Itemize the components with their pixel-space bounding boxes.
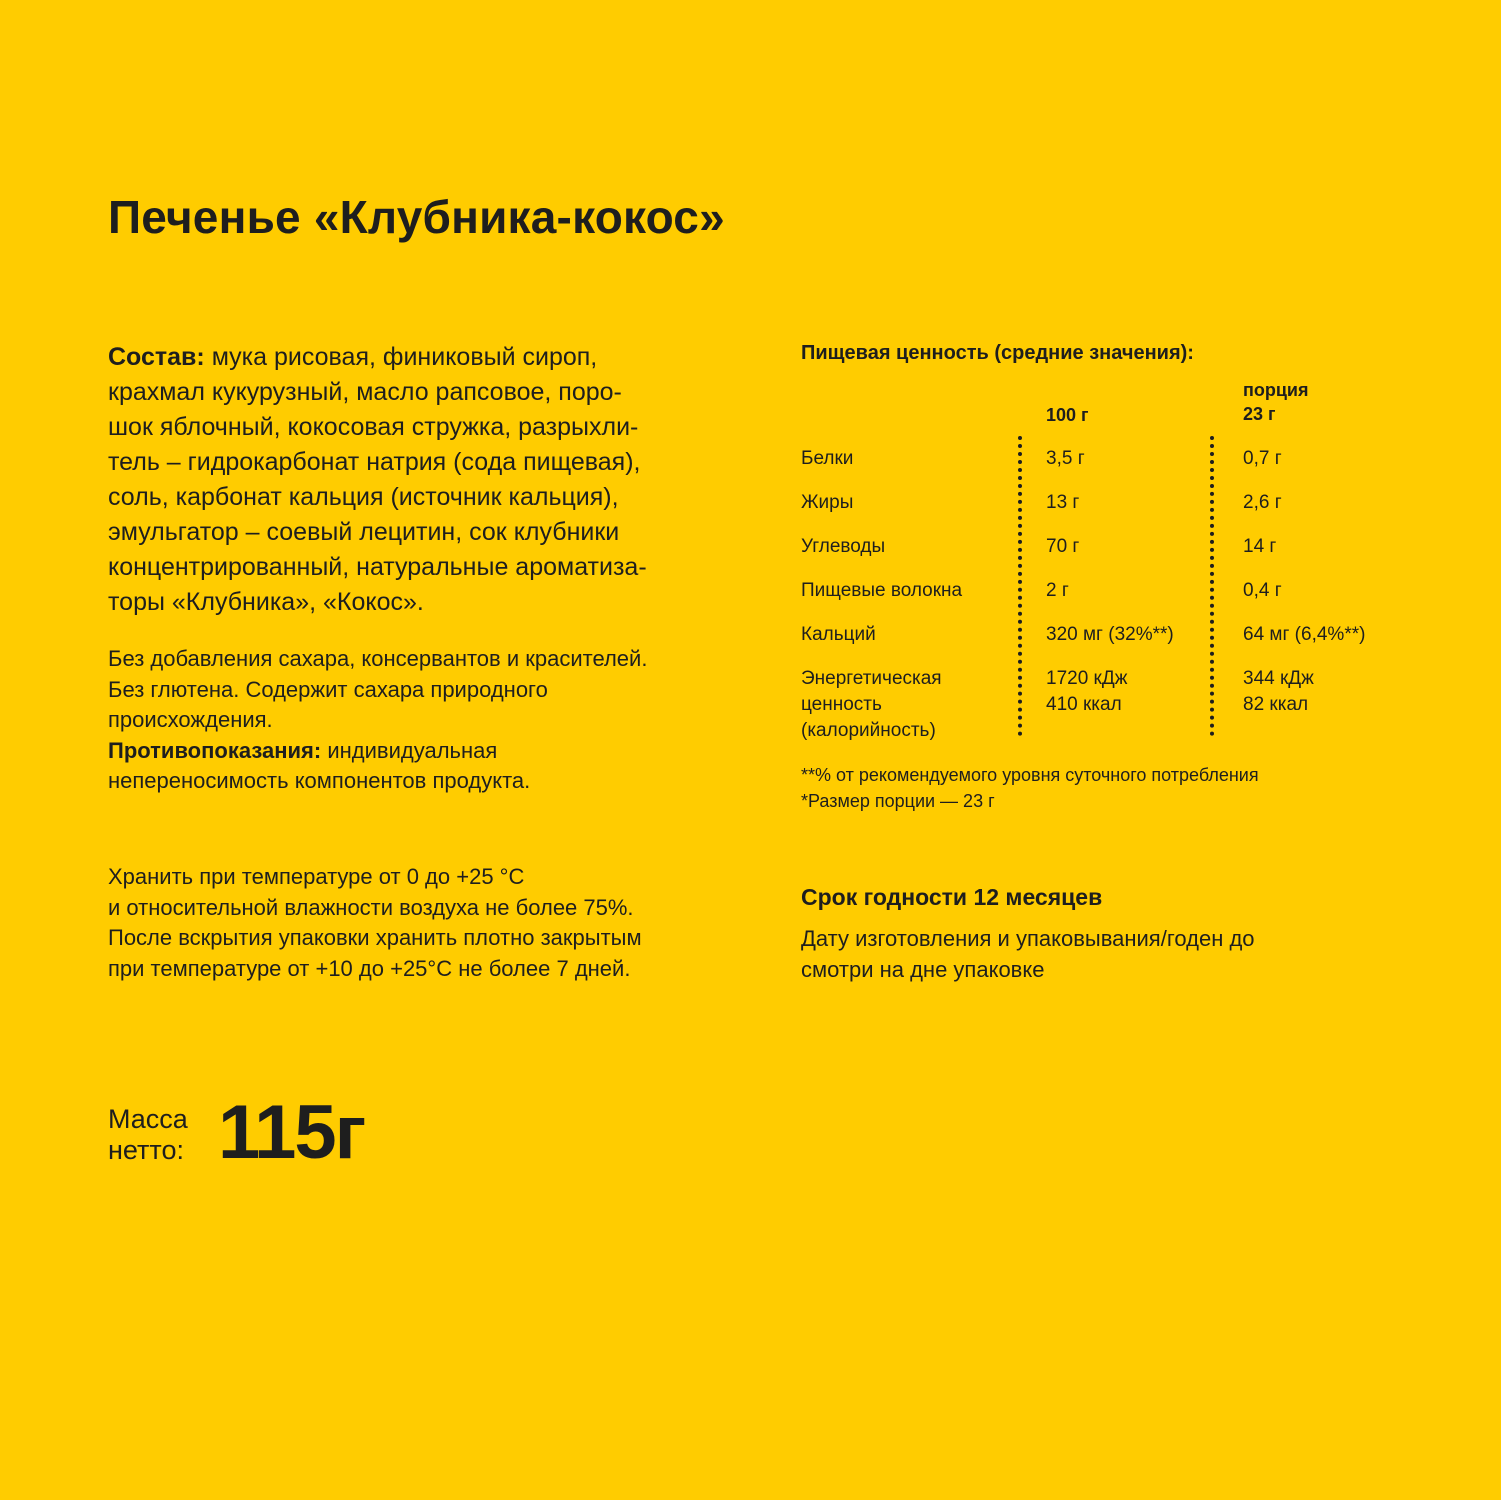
nutrition-footnotes xyxy=(801,762,1259,814)
contraindications-line: Противопоказания: индивидуальная xyxy=(108,737,498,763)
value-portion: 344 кДж 82 ккал xyxy=(1243,668,1314,715)
value-100g: 3,5 г xyxy=(1046,448,1085,469)
nutrient-name: Пищевые волокна xyxy=(801,580,963,601)
nutrient-name: Кальций xyxy=(801,624,876,645)
composition-line: концентрированный, натуральные ароматиза- xyxy=(108,553,647,581)
nutrient-name: Белки xyxy=(801,448,854,469)
value-portion: 14 г xyxy=(1243,536,1277,557)
shelf-life-text: Дату изготовления и упаковывания/годен до смотри на дне упаковке xyxy=(801,926,1255,982)
storage-conditions xyxy=(108,862,788,984)
composition-line: Состав: мука рисовая, финиковый сироп, xyxy=(108,343,598,371)
composition-line: эмульгатор – соевый лецитин, сок клубники xyxy=(108,518,620,546)
shelf-life-title: Срок годности 12 месяцев xyxy=(801,884,1103,910)
footnote: **% от рекомендуемого уровня суточного потребления xyxy=(801,765,1259,785)
storage-line: Хранить при температуре от 0 до +25 °С xyxy=(108,864,525,889)
note-line: Без добавления сахара, консервантов и красителей. xyxy=(108,646,648,671)
nutrition-title: Пищевая ценность (средние значения): xyxy=(801,342,1194,364)
contraindications-label: Противопоказания: xyxy=(108,737,322,763)
value-100g: 2 г xyxy=(1046,580,1069,601)
composition-label: Состав: xyxy=(108,343,205,371)
net-weight-value: 115г xyxy=(218,1090,365,1175)
note-line: происхождения. xyxy=(108,707,273,732)
note-line: Без глютена. Содержит сахара природного xyxy=(108,676,548,702)
column-divider xyxy=(1018,436,1026,736)
dietary-notes xyxy=(108,644,768,797)
composition-line: соль, карбонат кальция (источник кальция), xyxy=(108,483,619,511)
composition-line: крахмал кукурузный, масло рапсовое, поро- xyxy=(108,378,622,406)
value-100g: 320 мг (32%**) xyxy=(1046,624,1174,645)
footnote: *Размер порции — 23 г xyxy=(801,791,995,811)
column-header-100g: 100 г xyxy=(1046,405,1089,425)
value-portion: 0,4 г xyxy=(1243,580,1282,601)
storage-line: при температуре от +10 до +25°С не более 7 дней. xyxy=(108,955,631,981)
value-100g: 70 г xyxy=(1046,536,1080,557)
composition-line: торы «Клубника», «Кокос». xyxy=(108,588,424,616)
nutrient-name: Углеводы xyxy=(801,536,886,557)
nutrient-name: Энергетическая ценность (калорийность) xyxy=(801,668,942,741)
value-100g: 1720 кДж 410 ккал xyxy=(1046,668,1128,715)
value-portion: 0,7 г xyxy=(1243,448,1282,469)
net-weight-label: Масса нетто: xyxy=(108,1104,188,1165)
composition-block xyxy=(108,340,768,620)
value-100g: 13 г xyxy=(1046,492,1080,513)
value-portion: 64 мг (6,4%**) xyxy=(1243,624,1366,645)
composition-line: тель – гидрокарбонат натрия (сода пищевая), xyxy=(108,448,641,476)
product-title: Печенье «Клубника-кокос» xyxy=(108,191,725,243)
storage-line: и относительной влажности воздуха не более 75%. xyxy=(108,894,634,920)
nutrient-name: Жиры xyxy=(801,492,854,513)
contraindications-line: непереносимость компонентов продукта. xyxy=(108,768,531,793)
column-divider xyxy=(1210,436,1218,736)
value-portion: 2,6 г xyxy=(1243,492,1282,513)
column-header-portion: порция 23 г xyxy=(1243,380,1309,424)
composition-line: шок яблочный, кокосовая стружка, разрыхли- xyxy=(108,413,639,441)
storage-line: После вскрытия упаковки хранить плотно закрытым xyxy=(108,925,642,950)
